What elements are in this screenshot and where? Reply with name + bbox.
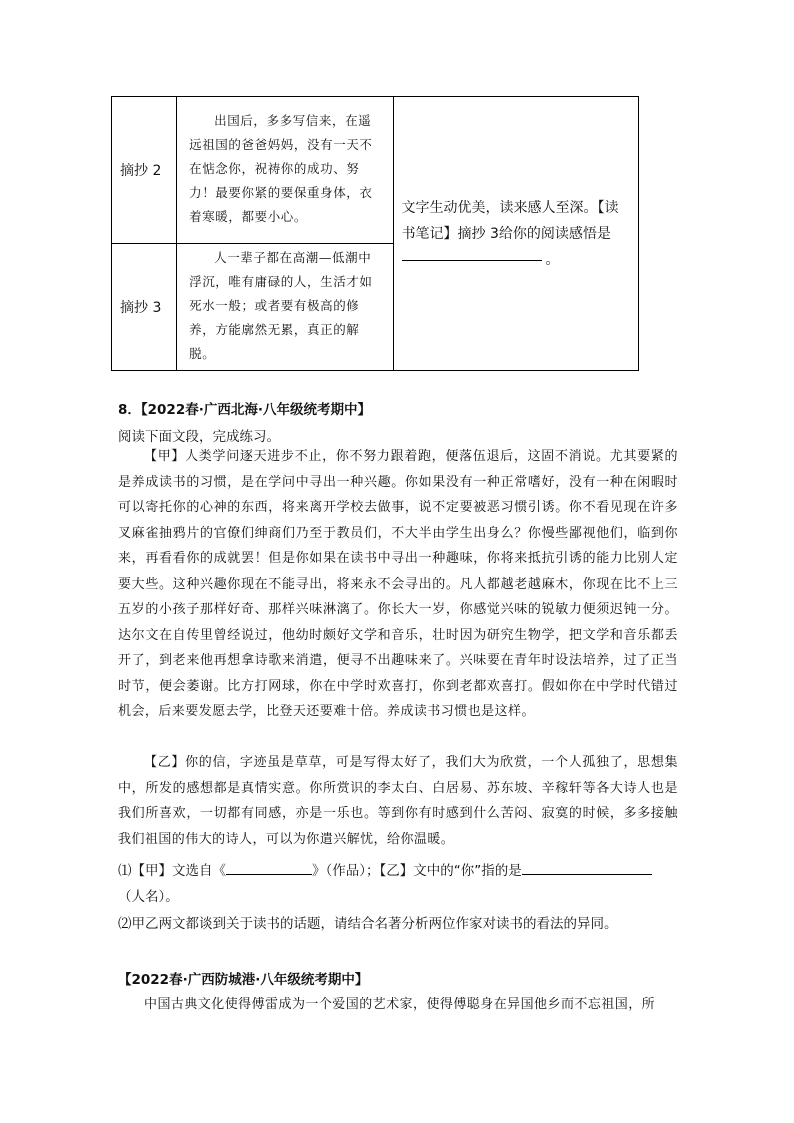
passage-jia-text: 人类学问逐天进步不止，你不努力跟着跑，便落伍退后，这固不消说。尤其要紧的是养成读书的习惯，是在学问中寻出一种兴趣。你如果没有一种正常嗜好，没有一种在闲暇时可以寄托你的心神的东西，将来离开学校去做事，说不定要被恶习惯引诱。你不看见现在许多叉麻雀抽鸦片的官僚们绅商们乃至于教员们，不大半由学生出身么？你慢些鄙视他们，临到你来，再看看你的成就罢！但是你如果在读书中寻出一种趣味，你将来抵抗引诱的能力比别人定要大些。这种兴趣你现在不能寻出，将来永不会寻出的。凡人都越老越麻木，你现在比不上三五岁的小孩子那样好奇、那样兴味淋漓了。你长大一岁，你感觉兴味的锐敏力便须迟钝一分。达尔文在自传里曾经说过，他幼时颇好文学和音乐，壮时因为研究生物学，把文学和音乐都丢开了，到老来他再想拿诗歌来消遣，便寻不出趣味来了。兴味要在青年时设法培养，过了正当时节，便会萎谢。比方打网球，你在中学时欢喜打，你到老都欢喜打。假如你在中学时代错过机会，后来要发愿去学，比登天还要难十倍。养成读书习惯也是这样。 xyxy=(118,449,679,719)
passage-jia-tag: 【甲】 xyxy=(144,449,186,464)
excerpt-text: 人一辈子都在高潮—低潮中浮沉，唯有庸碌的人，生活才如死水一般；或者要有极高的修养，方能廓然无累，真正的解脱。 xyxy=(177,244,393,371)
sub1-text-c: （人名）。 xyxy=(118,889,179,905)
reading-note-end: 。 xyxy=(545,251,560,268)
sub1-text-b: 》（作品）；【乙】文中的“你”指的是 xyxy=(312,863,522,879)
sub-question-2: ⑵甲乙两文都谈到关于读书的话题，请结合名著分析两位作家对读书的看法的异同。 xyxy=(118,916,618,932)
passage-jia xyxy=(118,444,678,725)
reading-note-cell xyxy=(393,97,638,371)
passage-yi-tag: 【乙】 xyxy=(144,755,186,770)
question-8-instruction: 阅读下面文段，完成练习。 xyxy=(118,429,280,445)
row-label: 摘抄 2 xyxy=(112,97,177,244)
excerpt-text: 出国后，多多写信来，在遥远祖国的爸爸妈妈，没有一天不在惦念你，祝祷你的成功、努力！最要你紧的要保重身体，衣着寒暖，都要小心。 xyxy=(177,97,393,244)
reading-note-text: 文字生动优美，读来感人至深。【读书笔记】摘抄 3给你的阅读感悟是 xyxy=(401,199,619,242)
question-9-heading: 【2022春·广西防城港·八年级统考期中】 xyxy=(118,972,369,988)
passage-yi-text: 你的信，字迹虽是草草，可是写得太好了，我们大为欣赏，一个人孤独了，思想集中，所发的感想都是真情实意。你所赏识的李太白、白居易、苏东坡、辛稼轩等各大诗人也是我们所喜欢，一切都有同感，亦是一乐也。等到你有时感到什么苦闷、寂寞的时候，多多接触我们祖国的伟大的诗人，可以为你遣兴解忧，给你温暖。 xyxy=(118,755,679,847)
answer-blank-work[interactable] xyxy=(226,860,312,875)
table-row xyxy=(112,97,639,244)
passage-q9: 中国古典文化使得傅雷成为一个爱国的艺术家，使得傅聪身在异国他乡而不忘祖国，所 xyxy=(144,997,656,1012)
row-label: 摘抄 3 xyxy=(112,244,177,371)
answer-blank-person[interactable] xyxy=(522,860,652,875)
sub-question-1 xyxy=(118,858,688,910)
answer-blank[interactable] xyxy=(402,259,542,261)
excerpt-table xyxy=(111,96,639,371)
question-8-heading: 8．【2022春·广西北海·八年级统考期中】 xyxy=(118,402,371,418)
sub1-text-a: ⑴【甲】文选自《 xyxy=(118,863,226,879)
passage-yi xyxy=(118,750,678,852)
